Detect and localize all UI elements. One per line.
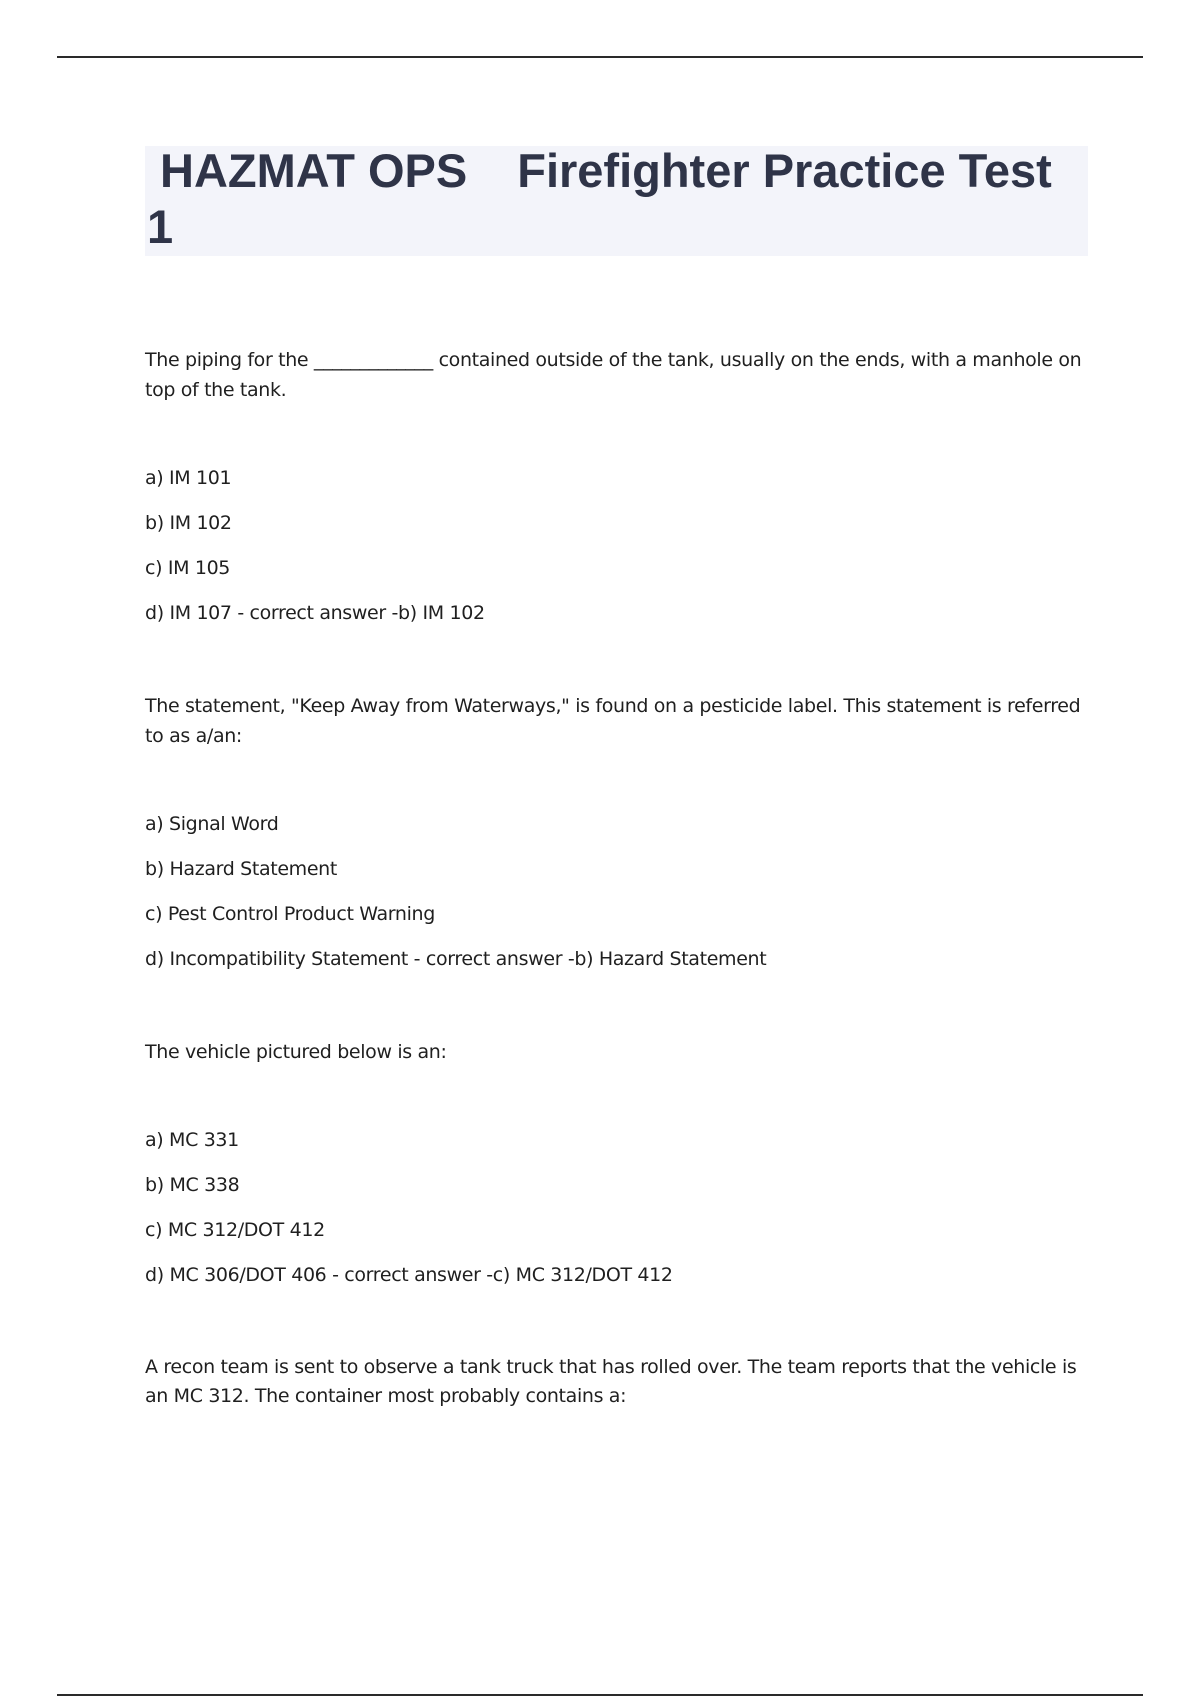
answer-option-with-correct-answer: d) MC 306/DOT 406 - correct answer -c) MC 312/DOT 412 [145,1264,673,1286]
question-3 [145,1037,1085,1305]
answer-option: a) Signal Word [145,813,279,835]
answer-options [145,809,1085,989]
question-text: The vehicle pictured below is an: [145,1041,447,1063]
answer-option: c) Pest Control Product Warning [145,903,435,925]
question-1 [145,345,1085,643]
answer-option-with-correct-answer: d) Incompatibility Statement - correct answer -b) Hazard Statement [145,948,767,970]
question-2 [145,691,1085,989]
answer-option: b) Hazard Statement [145,858,337,880]
answer-option: b) IM 102 [145,512,232,534]
question-text: The statement, "Keep Away from Waterways," is found on a pesticide label. This statement is referred to as a/an: [145,695,1081,747]
answer-option: a) IM 101 [145,467,232,489]
answer-option-with-correct-answer: d) IM 107 - correct answer -b) IM 102 [145,602,485,624]
answer-option: c) MC 312/DOT 412 [145,1219,325,1241]
title-part-practice-test: Firefighter Practice Test [517,144,1052,197]
answer-options [145,463,1085,643]
header-divider [57,56,1143,58]
answer-options [145,1125,1085,1305]
title-part-number: 1 [147,200,174,253]
answer-option: c) IM 105 [145,557,231,579]
answer-option: b) MC 338 [145,1174,240,1196]
question-list [145,345,1085,1411]
question-text: A recon team is sent to observe a tank truck that has rolled over. The team reports that the vehicle is an MC 312. The container most probably contains a: [145,1356,1077,1407]
title-part-hazmat-ops: HAZMAT OPS [160,144,468,197]
document-title [147,143,1087,255]
footer-divider [57,1694,1143,1696]
question-text: The piping for the _____________ contained outside of the tank, usually on the ends, with a manhole on top of the tank. [145,349,1082,401]
answer-option: a) MC 331 [145,1129,239,1151]
question-4 [145,1353,1085,1411]
